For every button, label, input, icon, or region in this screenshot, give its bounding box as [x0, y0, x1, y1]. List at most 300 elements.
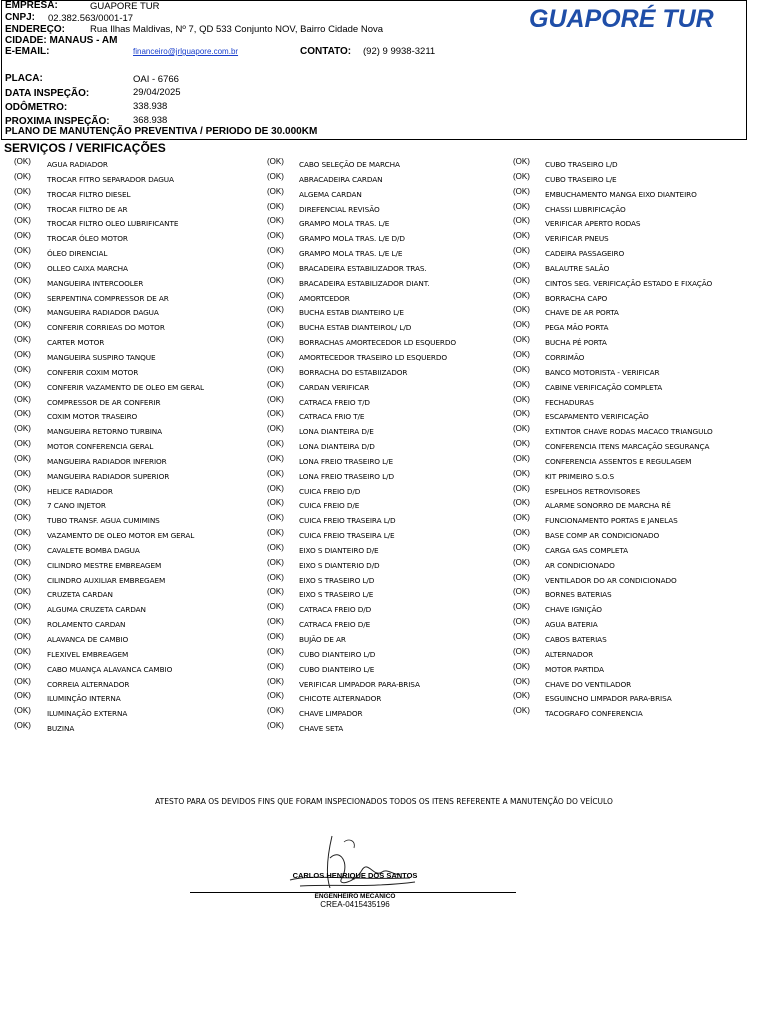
checklist-item-label: ESPELHOS RETROVISORES: [545, 486, 641, 496]
checklist-row: [513, 291, 763, 306]
status-ok: (OK): [14, 587, 31, 597]
status-ok: (OK): [513, 394, 530, 404]
checklist-item-label: ÓLEO DIRENCIAL: [47, 249, 108, 259]
checklist-row: [267, 528, 507, 543]
checklist-item-label: GRAMPO MOLA TRAS. L/E L/E: [299, 249, 403, 259]
status-ok: (OK): [267, 676, 284, 686]
checklist-item-label: AGUA BATERIA: [545, 620, 598, 630]
checklist-row: [267, 350, 507, 365]
status-ok: (OK): [267, 320, 284, 330]
status-ok: (OK): [513, 587, 530, 597]
checklist-row: [513, 498, 763, 513]
checklist-item-label: FECHADURAS: [545, 397, 594, 407]
checklist-item-label: CRUZETA CARDAN: [47, 590, 113, 600]
checklist-item-label: LONA FREIO TRASEIRO L/E: [299, 456, 393, 466]
empresa-value: GUAPORE TUR: [90, 1, 160, 12]
status-ok: (OK): [513, 691, 530, 701]
checklist-item-label: TROCAR ÓLEO MOTOR: [47, 234, 128, 244]
checklist-item-label: EIXO S TRASEIRO L/E: [299, 590, 374, 600]
status-ok: (OK): [267, 453, 284, 463]
cnpj-row: [5, 12, 35, 24]
status-ok: (OK): [267, 231, 284, 241]
status-ok: (OK): [267, 542, 284, 552]
checklist-item-label: FUNCIONAMENTO PORTAS E JANELAS: [545, 516, 678, 526]
empresa-label: EMPRESA:: [5, 0, 58, 11]
checklist-row: [14, 691, 254, 706]
checklist-row: [267, 573, 507, 588]
checklist-item-label: CADEIRA PASSAGEIRO: [545, 249, 625, 259]
checklist-row: [14, 558, 254, 573]
checklist-row: [267, 261, 507, 276]
status-ok: (OK): [14, 528, 31, 538]
checklist-row: [14, 543, 254, 558]
checklist-row: [267, 721, 507, 736]
checklist-item-label: CUBO DIANTEIRO L/E: [299, 664, 375, 674]
checklist-item-label: COXIM MOTOR TRASEIRO: [47, 412, 138, 422]
data-inspecao-label: DATA INSPEÇÃO:: [5, 88, 90, 99]
status-ok: (OK): [513, 617, 530, 627]
checklist-row: [14, 246, 254, 261]
placa-value: OAI - 6766: [133, 74, 179, 85]
checklist-item-label: CABINE VERIFICAÇÃO COMPLETA: [545, 382, 663, 392]
checklist-row: [267, 424, 507, 439]
checklist-item-label: CATRACA FREIO D/E: [299, 620, 371, 630]
status-ok: (OK): [14, 171, 31, 181]
checklist-item-label: ABRACADEIRA CARDAN: [299, 174, 383, 184]
checklist-row: [513, 172, 763, 187]
cnpj-value: 02.382.563/0001-17: [48, 13, 134, 24]
checklist-item-label: MANGUEIRA INTERCOOLER: [47, 278, 144, 288]
status-ok: (OK): [267, 483, 284, 493]
checklist-item-label: OLLEO CAIXA MARCHA: [47, 263, 128, 273]
status-ok: (OK): [267, 394, 284, 404]
status-ok: (OK): [267, 661, 284, 671]
status-ok: (OK): [513, 260, 530, 270]
status-ok: (OK): [513, 439, 530, 449]
checklist-row: [513, 454, 763, 469]
status-ok: (OK): [267, 260, 284, 270]
status-ok: (OK): [267, 275, 284, 285]
checklist-row: [14, 365, 254, 380]
checklist-item-label: CARDAN VERIFICAR: [299, 382, 370, 392]
checklist-item-label: VENTILADOR DO AR CONDICIONADO: [545, 575, 677, 585]
status-ok: (OK): [513, 379, 530, 389]
status-ok: (OK): [14, 231, 31, 241]
checklist-row: [513, 350, 763, 365]
status-ok: (OK): [513, 602, 530, 612]
status-ok: (OK): [267, 498, 284, 508]
checklist-row: [513, 320, 763, 335]
status-ok: (OK): [14, 305, 31, 315]
proxima-inspecao-label: PROXIMA INSPEÇÃO:: [5, 116, 110, 127]
checklist-item-label: BORRACHAS AMORTECEDOR LD ESQUERDO: [299, 338, 457, 348]
checklist-row: [267, 677, 507, 692]
checklist-item-label: MANGUEIRA RADIADOR DAGUA: [47, 308, 159, 318]
status-ok: (OK): [513, 572, 530, 582]
checklist-row: [14, 320, 254, 335]
checklist-row: [267, 187, 507, 202]
cidade-label: CIDADE: MANAUS - AM: [5, 35, 118, 46]
checklist-row: [267, 395, 507, 410]
status-ok: (OK): [267, 557, 284, 567]
checklist-row: [513, 409, 763, 424]
status-ok: (OK): [14, 572, 31, 582]
checklist-item-label: CONFERIR COXIM MOTOR: [47, 367, 139, 377]
checklist-row: [513, 677, 763, 692]
checklist-column-3: [513, 157, 763, 721]
checklist-item-label: LONA DIANTEIRA D/E: [299, 427, 374, 437]
status-ok: (OK): [14, 349, 31, 359]
checklist-row: [14, 380, 254, 395]
odometro-value: 338.938: [133, 101, 168, 112]
checklist-row: [14, 573, 254, 588]
checklist-row: [14, 662, 254, 677]
checklist-row: [513, 305, 763, 320]
checklist-row: [267, 662, 507, 677]
status-ok: (OK): [14, 439, 31, 449]
contato-row: [300, 46, 351, 58]
checklist-row: [267, 291, 507, 306]
checklist-row: [267, 543, 507, 558]
checklist-row: [513, 424, 763, 439]
checklist-row: [513, 261, 763, 276]
status-ok: (OK): [267, 186, 284, 196]
status-ok: (OK): [513, 171, 530, 181]
checklist-row: [14, 409, 254, 424]
checklist-row: [513, 395, 763, 410]
checklist-item-label: LONA DIANTEIRA D/D: [299, 442, 375, 452]
checklist-row: [513, 528, 763, 543]
status-ok: (OK): [14, 335, 31, 345]
checklist-item-label: LONA FREIO TRASEIRO L/D: [299, 471, 395, 481]
checklist-item-label: CAVALETE BOMBA DAGUA: [47, 545, 140, 555]
checklist-row: [513, 543, 763, 558]
status-ok: (OK): [14, 290, 31, 300]
checklist-row: [14, 172, 254, 187]
checklist-item-label: KIT PRIMEIRO S.O.S: [545, 471, 615, 481]
empresa-row: [5, 0, 58, 12]
checklist-item-label: ALAVANCA DE CAMBIO: [47, 635, 129, 644]
checklist-item-label: MANGUEIRA RADIADOR INFERIOR: [47, 456, 167, 466]
checklist-item-label: CABO MUANÇA ALAVANCA CAMBIO: [47, 664, 173, 674]
checklist-item-label: TUBO TRANSF. AGUA CUMIMINS: [47, 516, 160, 526]
status-ok: (OK): [267, 290, 284, 300]
status-ok: (OK): [267, 528, 284, 538]
checklist-item-label: GRAMPO MOLA TRAS. L/E: [299, 219, 390, 229]
email-link[interactable]: financeiro@jrlguapore.com.br: [133, 47, 239, 56]
status-ok: (OK): [14, 424, 31, 434]
checklist-item-label: CONFERIR CORRIEAS DO MOTOR: [47, 323, 165, 333]
checklist-item-label: BORRACHA DO ESTABIIZADOR: [299, 367, 408, 377]
status-ok: (OK): [513, 186, 530, 196]
status-ok: (OK): [267, 379, 284, 389]
status-ok: (OK): [267, 216, 284, 226]
checklist-item-label: ALARME SONORRO DE MARCHA RÉ: [545, 501, 671, 511]
status-ok: (OK): [14, 691, 31, 701]
status-ok: (OK): [14, 364, 31, 374]
status-ok: (OK): [267, 572, 284, 582]
checklist-row: [513, 632, 763, 647]
checklist-item-label: CARTER MOTOR: [47, 338, 105, 348]
checklist-item-label: BORNES BATERIAS: [545, 590, 612, 600]
checklist-item-label: CHASSI LUBRIFICAÇÃO: [545, 204, 626, 214]
checklist-row: [267, 469, 507, 484]
checklist-row: [513, 617, 763, 632]
email-row: [5, 46, 49, 58]
checklist-row: [267, 320, 507, 335]
status-ok: (OK): [267, 646, 284, 656]
checklist-item-label: EXTINTOR CHAVE RODAS MACACO TRIANGULO: [545, 427, 713, 437]
checklist-item-label: TROCAR FILTRO DE AR: [47, 204, 128, 214]
status-ok: (OK): [14, 157, 31, 166]
status-ok: (OK): [14, 260, 31, 270]
checklist-row: [267, 202, 507, 217]
status-ok: (OK): [513, 409, 530, 419]
checklist-row: [267, 602, 507, 617]
checklist-item-label: CHAVE LIMPADOR: [299, 709, 363, 719]
checklist-row: [513, 587, 763, 602]
checklist-item-label: CHAVE DO VENTILADOR: [545, 679, 632, 689]
checklist-row: [513, 202, 763, 217]
status-ok: (OK): [14, 275, 31, 285]
checklist-item-label: CORRIMÃO: [545, 352, 585, 362]
checklist-row: [513, 335, 763, 350]
status-ok: (OK): [513, 349, 530, 359]
status-ok: (OK): [513, 275, 530, 285]
email-value[interactable]: [133, 46, 238, 58]
checklist-row: [513, 706, 763, 721]
checklist-item-label: TROCAR FILTRO DIESEL: [47, 189, 131, 199]
checklist-item-label: VERIFICAR PNEUS: [545, 234, 609, 244]
checklist-row: [267, 157, 507, 172]
status-ok: (OK): [513, 231, 530, 241]
checklist-row: [14, 706, 254, 721]
checklist-item-label: ILUMINÇÃO INTERNA: [47, 694, 121, 704]
checklist-item-label: BRACADEIRA ESTABILIZADOR DIANT.: [299, 278, 430, 288]
status-ok: (OK): [267, 691, 284, 701]
status-ok: (OK): [267, 424, 284, 434]
status-ok: (OK): [513, 320, 530, 330]
checklist-row: [513, 157, 763, 172]
checklist-row: [267, 439, 507, 454]
checklist-item-label: BANCO MOTORISTA - VERIFICAR: [545, 367, 660, 377]
checklist-item-label: CHAVE DE AR PORTA: [545, 308, 619, 318]
checklist-row: [513, 439, 763, 454]
checklist-item-label: CATRACA FRIO T/E: [299, 412, 365, 422]
checklist-row: [267, 305, 507, 320]
checklist-item-label: GRAMPO MOLA TRAS. L/E D/D: [299, 234, 405, 244]
checklist-item-label: CUBO TRASEIRO L/E: [545, 174, 617, 184]
status-ok: (OK): [14, 394, 31, 404]
status-ok: (OK): [267, 602, 284, 612]
checklist-row: [14, 439, 254, 454]
checklist-item-label: FLEXIVEL EMBREAGEM: [47, 649, 129, 659]
checklist-item-label: VERIFICAR LIMPADOR PARA-BRISA: [299, 679, 420, 689]
checklist-item-label: AMORTCEDOR: [299, 293, 350, 303]
checklist-row: [14, 216, 254, 231]
checklist-item-label: CATRACA FREIO D/D: [299, 605, 372, 615]
signature-block: [190, 828, 520, 918]
status-ok: (OK): [513, 661, 530, 671]
checklist-item-label: EIXO S TRASEIRO L/D: [299, 575, 375, 585]
checklist-item-label: BORRACHA CAPO: [545, 293, 608, 303]
status-ok: (OK): [513, 676, 530, 686]
checklist-item-label: 7 CANO INJETOR: [47, 501, 106, 511]
status-ok: (OK): [267, 349, 284, 359]
checklist-item-label: CHAVE IGNIÇÃO: [545, 605, 602, 615]
checklist-item-label: BUZINA: [47, 724, 75, 734]
checklist-row: [14, 291, 254, 306]
checklist-row: [513, 187, 763, 202]
checklist-row: [267, 335, 507, 350]
data-inspecao-value: 29/04/2025: [133, 87, 181, 98]
status-ok: (OK): [14, 409, 31, 419]
checklist-row: [267, 216, 507, 231]
status-ok: (OK): [267, 513, 284, 523]
status-ok: (OK): [513, 498, 530, 508]
logo-text: GUAPORÉ TUR: [529, 5, 714, 33]
status-ok: (OK): [267, 409, 284, 419]
checklist-row: [14, 202, 254, 217]
checklist-row: [267, 706, 507, 721]
checklist-column-1: [14, 157, 254, 736]
status-ok: (OK): [513, 646, 530, 656]
checklist-item-label: BUCHA PÉ PORTA: [545, 338, 607, 348]
checklist-row: [513, 647, 763, 662]
checklist-item-label: BASE COMP AR CONDICIONADO: [545, 531, 660, 541]
checklist-item-label: BRACADEIRA ESTABILIZADOR TRAS.: [299, 263, 427, 273]
checklist-row: [14, 632, 254, 647]
checklist-item-label: DIREFENCIAL REVISÃO: [299, 204, 380, 214]
checklist-row: [14, 528, 254, 543]
checklist-row: [513, 691, 763, 706]
status-ok: (OK): [14, 646, 31, 656]
checklist-column-2: [267, 157, 507, 736]
checklist-row: [14, 602, 254, 617]
email-label: E-EMAIL:: [5, 46, 50, 57]
guapore-tur-logo: [527, 3, 747, 33]
checklist-row: [267, 587, 507, 602]
checklist-row: [14, 261, 254, 276]
checklist-row: [513, 246, 763, 261]
checklist-item-label: ILUMINAÇÃO EXTERNA: [47, 709, 128, 719]
status-ok: (OK): [267, 201, 284, 211]
checklist-item-label: VAZAMENTO DE OLEO MOTOR EM GERAL: [47, 531, 195, 541]
cnpj-label: CNPJ:: [5, 12, 36, 23]
status-ok: (OK): [267, 468, 284, 478]
checklist-row: [14, 677, 254, 692]
checklist-item-label: MANGUEIRA SUSPIRO TANQUE: [47, 352, 156, 362]
contato-label: CONTATO:: [300, 46, 352, 57]
checklist-row: [267, 513, 507, 528]
checklist-row: [14, 276, 254, 291]
checklist-item-label: MANGUEIRA RADIADOR SUPERIOR: [47, 471, 170, 481]
checklist-row: [14, 157, 254, 172]
checklist-row: [14, 424, 254, 439]
status-ok: (OK): [513, 632, 530, 641]
status-ok: (OK): [14, 632, 31, 641]
checklist-row: [14, 587, 254, 602]
status-ok: (OK): [513, 290, 530, 300]
checklist-item-label: EMBUCHAMENTO MANGA EIXO DIANTEIRO: [545, 189, 697, 199]
status-ok: (OK): [513, 335, 530, 345]
endereco-value: Rua Ilhas Maldivas, Nº 7, QD 533 Conjunto NOV, Bairro Cidade Nova: [90, 24, 384, 35]
status-ok: (OK): [14, 216, 31, 226]
checklist-item-label: ALGUMA CRUZETA CARDAN: [47, 605, 146, 615]
checklist-row: [513, 365, 763, 380]
checklist-item-label: AGUA RADIADOR: [47, 160, 108, 169]
status-ok: (OK): [14, 453, 31, 463]
checklist-row: [14, 647, 254, 662]
checklist-row: [14, 498, 254, 513]
checklist-row: [513, 469, 763, 484]
status-ok: (OK): [14, 468, 31, 478]
checklist-row: [267, 276, 507, 291]
checklist-item-label: CUICA FREIO TRASEIRA L/D: [299, 516, 396, 526]
checklist-item-label: ROLAMENTO CARDAN: [47, 620, 126, 630]
checklist-row: [267, 231, 507, 246]
checklist-item-label: ALTERNADOR: [545, 649, 594, 659]
status-ok: (OK): [14, 542, 31, 552]
status-ok: (OK): [14, 676, 31, 686]
status-ok: (OK): [513, 513, 530, 523]
checklist-row: [267, 172, 507, 187]
status-ok: (OK): [513, 201, 530, 211]
checklist-row: [513, 558, 763, 573]
checklist-item-label: PEGA MÃO PORTA: [545, 323, 609, 333]
signer-crea: CREA-0415435196: [320, 900, 390, 909]
status-ok: (OK): [267, 706, 284, 716]
checklist-row: [513, 602, 763, 617]
checklist-row: [14, 454, 254, 469]
checklist-row: [267, 409, 507, 424]
checklist-item-label: HELICE RADIADOR: [47, 486, 113, 496]
checklist-item-label: BUCHA ESTAB DIANTEIRO L/E: [299, 308, 404, 318]
checklist-item-label: MOTOR CONFERENCIA GERAL: [47, 442, 154, 452]
placa-label: PLACA:: [5, 73, 43, 84]
checklist-row: [267, 691, 507, 706]
checklist-item-label: CONFERENCIA ASSENTOS E REGULAGEM: [545, 456, 692, 466]
checklist-item-label: SERPENTINA COMPRESSOR DE AR: [47, 293, 169, 303]
checklist-item-label: COMPRESSOR DE AR CONFERIR: [47, 397, 161, 407]
checklist-item-label: CILINDRO AUXILIAR EMBREGAEM: [47, 575, 166, 585]
status-ok: (OK): [513, 216, 530, 226]
status-ok: (OK): [267, 157, 284, 166]
checklist-item-label: EIXO S DIANTEIRO D/E: [299, 545, 379, 555]
checklist-row: [267, 647, 507, 662]
checklist-item-label: CONFERENCIA ITENS MARCAÇÃO SEGURANÇA: [545, 442, 710, 452]
contato-value: (92) 9 9938-3211: [363, 46, 436, 57]
checklist-row: [513, 380, 763, 395]
status-ok: (OK): [513, 468, 530, 478]
signer-role: ENGENHEIRO MECANICO: [314, 893, 396, 900]
checklist-item-label: BUCHA ESTAB DIANTEIROL/ L/D: [299, 323, 412, 333]
status-ok: (OK): [513, 157, 530, 166]
checklist-row: [513, 231, 763, 246]
proxima-inspecao-value: 368.938: [133, 115, 168, 126]
checklist-row: [513, 484, 763, 499]
status-ok: (OK): [14, 513, 31, 523]
checklist-row: [14, 231, 254, 246]
checklist-item-label: VERIFICAR APERTO RODAS: [545, 219, 641, 229]
checklist-row: [513, 276, 763, 291]
status-ok: (OK): [513, 528, 530, 538]
status-ok: (OK): [513, 706, 530, 716]
status-ok: (OK): [513, 557, 530, 567]
status-ok: (OK): [14, 602, 31, 612]
checklist-item-label: ESGUINCHO LIMPADOR PARA-BRISA: [545, 694, 672, 704]
checklist-row: [267, 484, 507, 499]
